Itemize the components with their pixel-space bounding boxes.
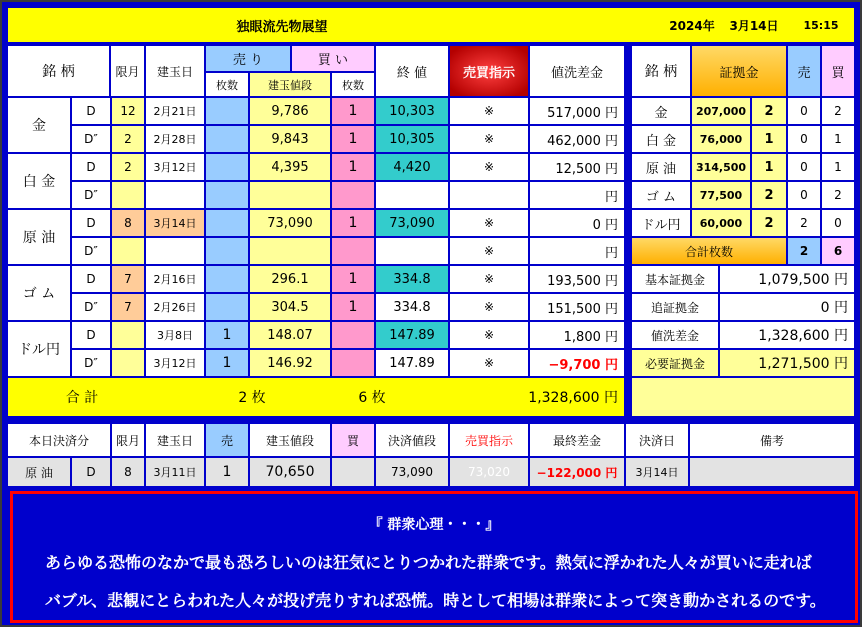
side-row-brand: 原 油 (632, 154, 690, 180)
side-row-brand: ドル円 (632, 210, 690, 236)
side-row-multiplier: 2 (752, 98, 786, 124)
settle-instruction: 73,020 (450, 458, 528, 486)
row-diff: 円 (530, 238, 624, 264)
row-price: 73,090 (250, 210, 330, 236)
side-row-sell: 2 (788, 210, 820, 236)
row-instruction: ※ (450, 154, 528, 180)
row-sell-qty (206, 154, 248, 180)
row-type: D″ (72, 294, 110, 320)
brand-usdjpy: ドル円 (8, 322, 70, 376)
row-sell-qty (206, 266, 248, 292)
total-amount: 1,328,600 円 (528, 390, 618, 406)
summary-label: 必要証拠金 (632, 350, 718, 376)
side-row-sell: 0 (788, 98, 820, 124)
settle-header-final-diff: 最終差金 (530, 424, 624, 456)
side-row-brand: ゴ ム (632, 182, 690, 208)
row-diff: 193,500 円 (530, 266, 624, 292)
row-diff: 0 円 (530, 210, 624, 236)
row-diff: 517,000 円 (530, 98, 624, 124)
side-row-margin: 60,000 (692, 210, 750, 236)
side-row-buy: 1 (822, 126, 854, 152)
col-header-close: 終 値 (376, 46, 448, 96)
settle-type: D (72, 458, 110, 486)
row-month: 8 (112, 210, 144, 236)
message-line-1: あらゆる恐怖のなかで最も恐ろしいのは狂気にとりつかれた群衆です。熱気に浮かれた人々が買いに走れば (45, 553, 812, 572)
row-open-date: 2月28日 (146, 126, 204, 152)
settle-header-date: 建玉日 (146, 424, 204, 456)
row-instruction: ※ (450, 322, 528, 348)
brand-platinum: 白 金 (8, 154, 70, 208)
row-month: 12 (112, 98, 144, 124)
row-diff: −9,700 円 (530, 350, 624, 376)
row-month: 7 (112, 266, 144, 292)
row-type: D″ (72, 126, 110, 152)
row-instruction: ※ (450, 238, 528, 264)
row-open-date: 2月16日 (146, 266, 204, 292)
row-price: 296.1 (250, 266, 330, 292)
side-row-brand: 金 (632, 98, 690, 124)
message-title: 『 群衆心理・・・』 (368, 517, 500, 533)
row-close (376, 238, 448, 264)
row-instruction: ※ (450, 294, 528, 320)
row-price: 4,395 (250, 154, 330, 180)
row-price (250, 238, 330, 264)
side-row-buy: 2 (822, 182, 854, 208)
row-close: 334.8 (376, 294, 448, 320)
row-instruction: ※ (450, 266, 528, 292)
settle-price: 70,650 (250, 458, 330, 486)
row-instruction: ※ (450, 350, 528, 376)
row-buy-qty: 1 (332, 266, 374, 292)
header-time: 15:15 (803, 18, 839, 32)
col-header-open-date: 建玉日 (146, 46, 204, 96)
side-row-margin: 76,000 (692, 126, 750, 152)
summary-value: 1,271,500 円 (720, 350, 854, 376)
side-header-sell: 売 (788, 46, 820, 96)
row-month: 2 (112, 154, 144, 180)
summary-label: 値洗差金 (632, 322, 718, 348)
row-buy-qty (332, 350, 374, 376)
side-row-sell: 0 (788, 182, 820, 208)
row-open-date: 3月8日 (146, 322, 204, 348)
row-instruction (450, 182, 528, 208)
row-price: 9,786 (250, 98, 330, 124)
col-header-sell: 売 り (206, 46, 290, 71)
row-month: 7 (112, 294, 144, 320)
summary-value: 0 円 (720, 294, 854, 320)
settle-note (690, 458, 854, 486)
settle-final-diff: −122,000 円 (530, 458, 624, 486)
settle-settle-price: 73,090 (376, 458, 448, 486)
side-row-margin: 314,500 (692, 154, 750, 180)
side-row-sell: 0 (788, 154, 820, 180)
summary-label: 基本証拠金 (632, 266, 718, 292)
brand-rubber: ゴ ム (8, 266, 70, 320)
settle-header-note: 備考 (690, 424, 854, 456)
brand-crude-oil: 原 油 (8, 210, 70, 264)
row-sell-qty: 1 (206, 350, 248, 376)
row-close: 147.89 (376, 350, 448, 376)
col-header-price: 建玉値段 (250, 73, 330, 96)
row-open-date: 3月12日 (146, 154, 204, 180)
row-month (112, 182, 144, 208)
message-panel (10, 491, 858, 623)
settle-brand: 原 油 (8, 458, 70, 486)
settle-header-price: 建玉値段 (250, 424, 330, 456)
total-buy-qty: 6 枚 (358, 390, 386, 406)
row-buy-qty: 1 (332, 98, 374, 124)
row-open-date (146, 182, 204, 208)
header-date: 3月14日 (729, 18, 779, 33)
row-close: 73,090 (376, 210, 448, 236)
row-close: 334.8 (376, 266, 448, 292)
row-price: 148.07 (250, 322, 330, 348)
col-header-diff: 値洗差金 (530, 46, 624, 96)
row-month (112, 322, 144, 348)
row-sell-qty (206, 238, 248, 264)
settle-date: 3月11日 (146, 458, 204, 486)
settle-header-kind: 本日決済分 (8, 424, 110, 456)
row-type: D (72, 98, 110, 124)
side-row-brand: 白 金 (632, 126, 690, 152)
side-row-buy: 2 (822, 98, 854, 124)
row-buy-qty: 1 (332, 154, 374, 180)
row-price: 146.92 (250, 350, 330, 376)
settle-month: 8 (112, 458, 144, 486)
side-row-margin: 207,000 (692, 98, 750, 124)
row-close: 147.89 (376, 322, 448, 348)
row-buy-qty: 1 (332, 126, 374, 152)
row-sell-qty (206, 294, 248, 320)
side-row-margin: 77,500 (692, 182, 750, 208)
total-label: 合 計 (65, 390, 99, 406)
col-header-instruction: 売買指示 (450, 46, 528, 96)
row-sell-qty: 1 (206, 322, 248, 348)
row-month (112, 350, 144, 376)
col-header-sell-qty: 枚数 (206, 73, 248, 96)
side-total-buy: 6 (822, 238, 854, 264)
summary-value: 1,079,500 円 (720, 266, 854, 292)
row-sell-qty (206, 126, 248, 152)
row-close: 4,420 (376, 154, 448, 180)
row-buy-qty: 1 (332, 294, 374, 320)
side-row-sell: 0 (788, 126, 820, 152)
brand-gold: 金 (8, 98, 70, 152)
side-header-buy: 買 (822, 46, 854, 96)
row-close: 10,303 (376, 98, 448, 124)
row-open-date (146, 238, 204, 264)
row-diff: 462,000 円 (530, 126, 624, 152)
settle-header-sell: 売 (206, 424, 248, 456)
settle-header-settle-date: 決済日 (626, 424, 688, 456)
row-sell-qty (206, 98, 248, 124)
col-header-buy-qty: 枚数 (332, 73, 374, 96)
row-diff: 円 (530, 182, 624, 208)
row-diff: 12,500 円 (530, 154, 624, 180)
settle-header-buy: 買 (332, 424, 374, 456)
total-sell-qty: 2 枚 (238, 390, 266, 406)
settle-header-instruction: 売買指示 (450, 424, 528, 456)
settle-header-month: 限月 (112, 424, 144, 456)
settle-sell: 1 (206, 458, 248, 486)
row-buy-qty (332, 238, 374, 264)
row-diff: 1,800 円 (530, 322, 624, 348)
side-row-multiplier: 1 (752, 126, 786, 152)
side-row-multiplier: 2 (752, 182, 786, 208)
summary-value: 1,328,600 円 (720, 322, 854, 348)
side-total-sell: 2 (788, 238, 820, 264)
row-type: D (72, 210, 110, 236)
settle-header-settle-price: 決済値段 (376, 424, 448, 456)
row-buy-qty (332, 182, 374, 208)
row-type: D (72, 322, 110, 348)
row-month (112, 238, 144, 264)
row-price (250, 182, 330, 208)
col-header-brand: 銘 柄 (8, 46, 109, 96)
summary-label: 追証拠金 (632, 294, 718, 320)
side-blank-panel (632, 378, 854, 416)
side-row-buy: 1 (822, 154, 854, 180)
row-close (376, 182, 448, 208)
row-month: 2 (112, 126, 144, 152)
row-type: D (72, 266, 110, 292)
row-close: 10,305 (376, 126, 448, 152)
settle-settle-date: 3月14日 (626, 458, 688, 486)
page-title: 独眼流先物展望 (236, 19, 328, 35)
header-year: 2024年 (669, 18, 715, 33)
col-header-month: 限月 (111, 46, 144, 96)
row-sell-qty (206, 182, 248, 208)
row-instruction: ※ (450, 126, 528, 152)
row-instruction: ※ (450, 210, 528, 236)
side-header-margin: 証拠金 (692, 46, 786, 96)
row-sell-qty (206, 210, 248, 236)
side-row-multiplier: 2 (752, 210, 786, 236)
row-buy-qty: 1 (332, 210, 374, 236)
row-open-date: 3月14日 (146, 210, 204, 236)
row-buy-qty (332, 322, 374, 348)
row-open-date: 3月12日 (146, 350, 204, 376)
side-header-brand: 銘 柄 (632, 46, 690, 96)
message-line-2: バブル、悲観にとらわれた人々が投げ売りすれば恐慌。時として相場は群衆によって突き動かされるのです。 (45, 591, 826, 610)
side-row-multiplier: 1 (752, 154, 786, 180)
row-open-date: 2月21日 (146, 98, 204, 124)
row-type: D (72, 154, 110, 180)
row-type: D″ (72, 238, 110, 264)
col-header-buy: 買 い (292, 46, 374, 71)
row-open-date: 2月26日 (146, 294, 204, 320)
row-diff: 151,500 円 (530, 294, 624, 320)
row-price: 304.5 (250, 294, 330, 320)
row-type: D″ (72, 182, 110, 208)
settle-buy (332, 458, 374, 486)
row-instruction: ※ (450, 98, 528, 124)
side-total-label: 合計枚数 (632, 238, 786, 264)
row-price: 9,843 (250, 126, 330, 152)
row-type: D″ (72, 350, 110, 376)
side-row-buy: 0 (822, 210, 854, 236)
